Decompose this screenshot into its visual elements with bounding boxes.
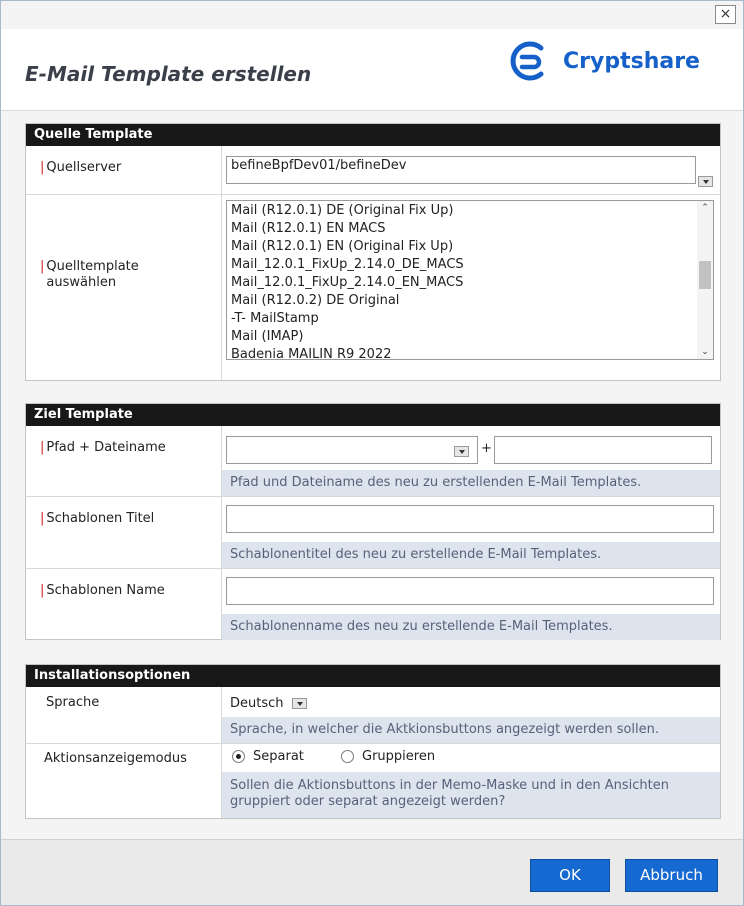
row-sprache — [26, 687, 720, 743]
cancel-button[interactable]: Abbruch — [625, 859, 718, 892]
brand-logo — [507, 39, 700, 83]
sprache-hint: Sprache, in welcher die Aktkionsbuttons angezeigt werden sollen. — [222, 717, 720, 743]
dialog-footer — [1, 839, 743, 905]
section-heading: Quelle Template — [26, 124, 720, 146]
section-installationsoptionen — [25, 664, 721, 819]
plus-sign: + — [481, 441, 492, 456]
close-button[interactable] — [715, 5, 736, 24]
modus-label: Aktionsanzeigemodus — [44, 751, 187, 766]
radio-gruppieren-label[interactable]: Gruppieren — [362, 749, 436, 764]
sprache-select[interactable] — [230, 696, 284, 711]
scrollbar[interactable] — [697, 201, 713, 359]
name-label: | Schablonen Name — [40, 583, 165, 598]
titel-label: | Schablonen Titel — [40, 511, 155, 526]
pfad-path-select[interactable] — [226, 436, 478, 464]
pfad-hint: Pfad und Dateiname des neu zu erstellenden E-Mail Templates. — [222, 470, 720, 496]
radio-separat[interactable] — [232, 750, 245, 763]
row-pfad — [26, 426, 720, 496]
section-heading: Installationsoptionen — [26, 665, 720, 687]
ok-button[interactable]: OK — [530, 859, 610, 892]
row-quellserver — [26, 146, 720, 194]
chevron-up-icon[interactable]: ⌃ — [701, 203, 709, 213]
quellserver-field[interactable] — [226, 156, 696, 184]
section-heading: Ziel Template — [26, 404, 720, 426]
cryptshare-logo-icon — [507, 39, 551, 83]
section-ziel-template — [25, 403, 721, 640]
filename-input[interactable] — [494, 436, 712, 464]
list-item[interactable]: Mail_12.0.1_FixUp_2.14.0_EN_MACS — [231, 275, 464, 290]
list-item[interactable]: Badenia MAILIN R9 2022 — [231, 347, 392, 360]
close-icon: × — [719, 6, 732, 22]
list-item[interactable]: -T- MailStamp — [231, 311, 319, 326]
name-hint: Schablonenname des neu zu erstellende E-Mail Templates. — [222, 614, 720, 640]
list-item[interactable]: Mail (IMAP) — [231, 329, 304, 344]
quellserver-value: befineBpfDev01/befineDev — [231, 158, 407, 173]
list-item[interactable]: Mail (R12.0.2) DE Original — [231, 293, 400, 308]
list-item[interactable]: Mail (R12.0.1) DE (Original Fix Up) — [231, 203, 454, 218]
list-item[interactable]: Mail (R12.0.1) EN (Original Fix Up) — [231, 239, 454, 254]
quellserver-label: | Quellserver — [40, 160, 122, 175]
pfad-dropdown-arrow-icon[interactable] — [454, 446, 469, 457]
dialog-header — [1, 29, 743, 111]
row-quelltemplate — [26, 194, 720, 380]
logo-text: Cryptshare — [563, 48, 700, 74]
required-marker: | — [40, 160, 45, 175]
section-quelle-template — [25, 123, 721, 381]
sprache-label: Sprache — [46, 695, 100, 710]
quellserver-dropdown-arrow-icon[interactable] — [698, 176, 713, 187]
list-item[interactable]: Mail_12.0.1_FixUp_2.14.0_DE_MACS — [231, 257, 464, 272]
row-aktionsanzeigemodus — [26, 743, 720, 818]
dialog-title: E-Mail Template erstellen — [25, 62, 312, 86]
row-name — [26, 568, 720, 640]
required-marker: | — [40, 511, 45, 526]
radio-separat-label[interactable]: Separat — [253, 749, 304, 764]
titel-hint: Schablonentitel des neu zu erstellende E-Mail Templates. — [222, 542, 720, 568]
sprache-value: Deutsch — [230, 696, 284, 711]
modus-hint: Sollen die Aktionsbuttons in der Memo-Maske und in den Ansichten gruppiert oder separat angezeigt werden? — [222, 772, 720, 818]
required-marker: | — [40, 259, 45, 274]
scroll-thumb[interactable] — [699, 261, 711, 289]
required-marker: | — [40, 440, 45, 455]
titel-input[interactable] — [226, 505, 714, 533]
quelltemplate-label-text: Quelltemplate auswählen — [46, 259, 139, 290]
pfad-label: | Pfad + Dateiname — [40, 440, 166, 455]
required-marker: | — [40, 583, 45, 598]
chevron-down-icon[interactable]: ⌄ — [701, 347, 709, 357]
quelltemplate-label — [40, 259, 186, 291]
quelltemplate-listbox[interactable] — [226, 200, 714, 360]
radio-gruppieren[interactable] — [341, 750, 354, 763]
name-input[interactable] — [226, 577, 714, 605]
row-titel — [26, 496, 720, 568]
list-item[interactable]: Mail (R12.0.1) EN MACS — [231, 221, 386, 236]
sprache-dropdown-arrow-icon[interactable] — [292, 698, 307, 709]
